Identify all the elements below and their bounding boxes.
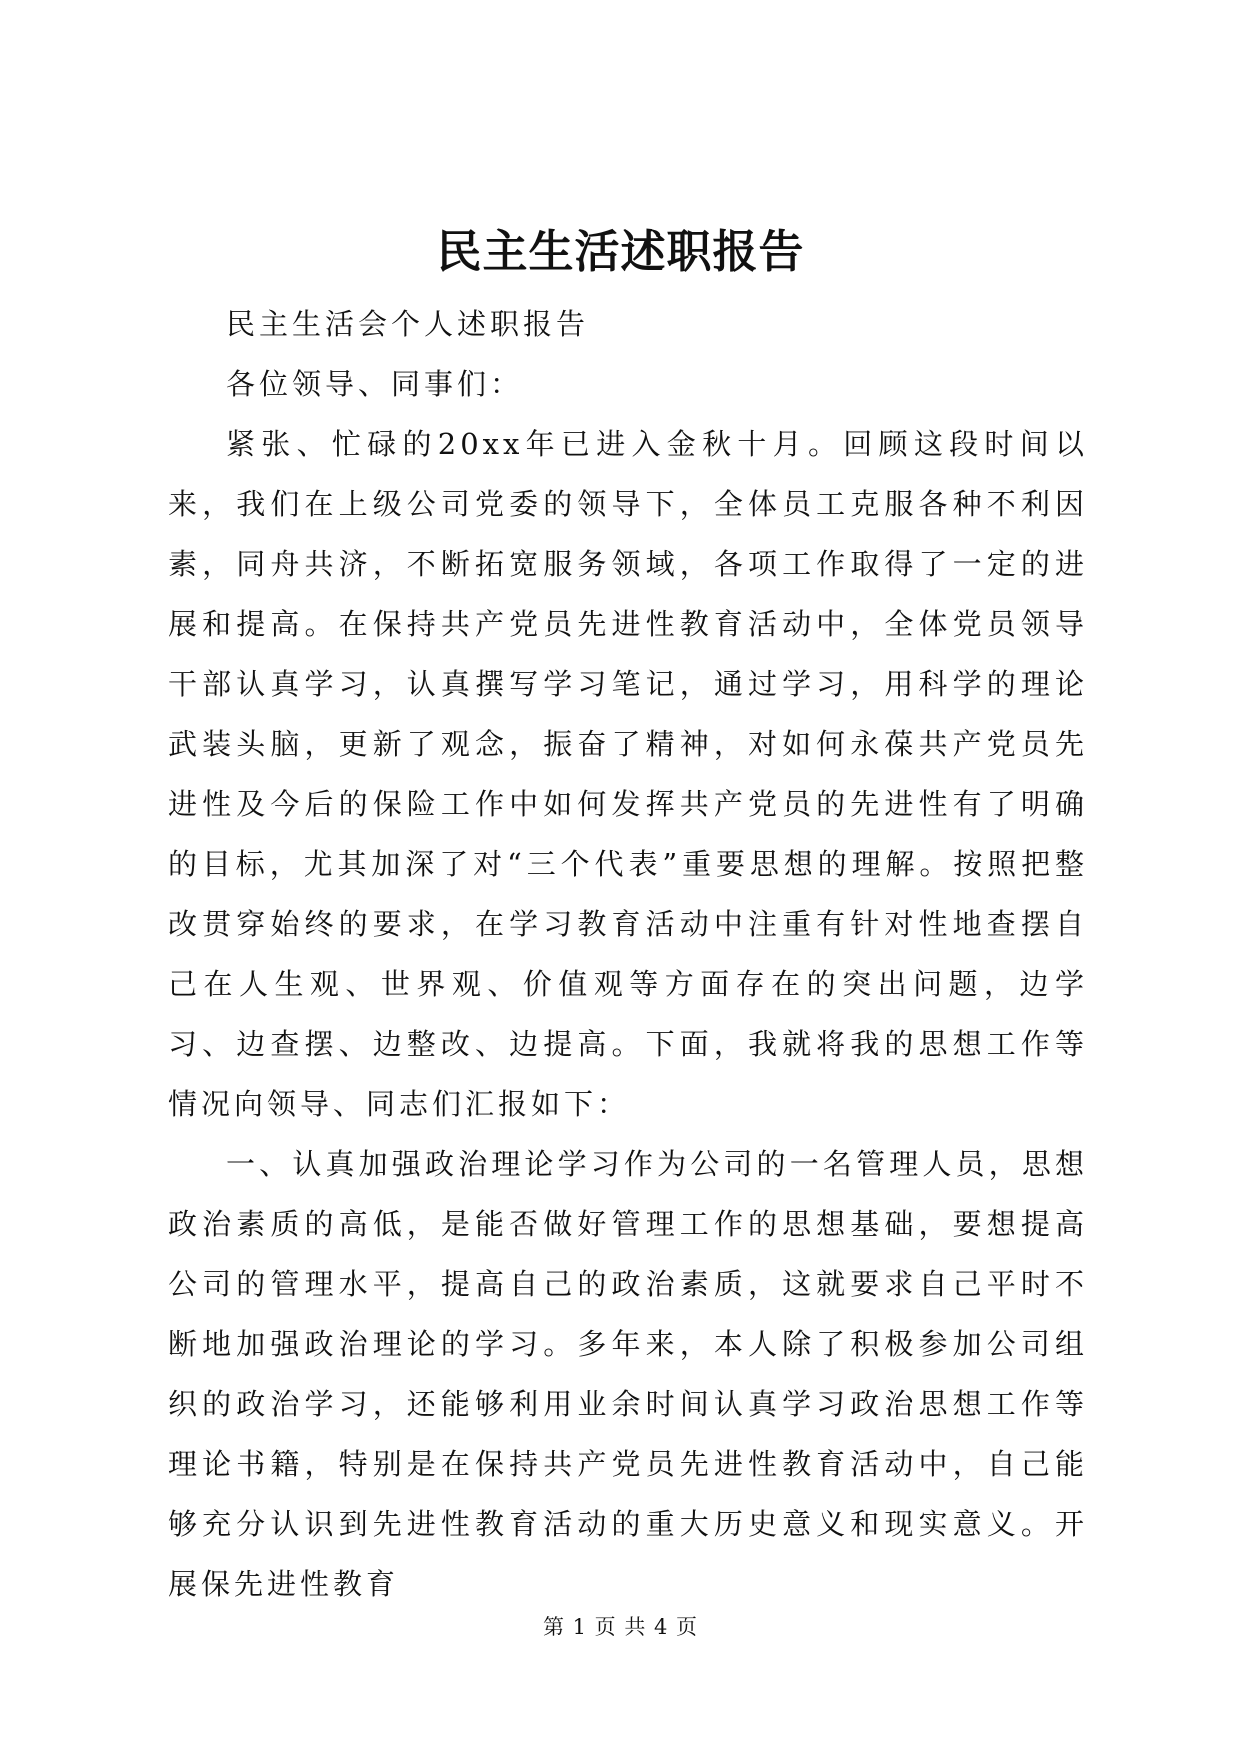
document-title: 民主生活述职报告 xyxy=(436,225,805,278)
paragraph-salutation: 各位领导、同事们： xyxy=(226,367,524,401)
paragraph-section-1: 一、认真加强政治理论学习作为公司的一名管理人员，思想政治素质的高低，是能否做好管理工作的思想基础，要想提高公司的管理水平，提高自己的政治素质，这就要求自己平时不断地加强政治理论的学习。多年来，本人除了积极参加公司组织的政治学习，还能够利用业余时间认真学习政治思想工作等理论书籍，特别是在保持共产党员先进性教育活动中，自己能够充分认识到先进性教育活动的重大历史意义和现实意义。开展保先进性教育 xyxy=(168,1147,1088,1601)
paragraph-intro: 紧张、忙碌的20xx年已进入金秋十月。回顾这段时间以来，我们在上级公司党委的领导下，全体员工克服各种不利因素，同舟共济，不断拓宽服务领域，各项工作取得了一定的进展和提高。在保持共产党员先进性教育活动中，全体党员领导干部认真学习，认真撰写学习笔记，通过学习，用科学的理论武装头脑，更新了观念，振奋了精神，对如何永葆共产党员先进性及今后的保险工作中如何发挥共产党员的先进性有了明确的目标，尤其加深了对“三个代表”重要思想的理解。按照把整改贯穿始终的要求，在学习教育活动中注重有针对性地查摆自己在人生观、世界观、价值观等方面存在的突出问题，边学习、边查摆、边整改、边提高。下面，我就将我的思想工作等情况向领导、同志们汇报如下： xyxy=(168,427,1088,1121)
document-body xyxy=(168,294,1088,1614)
paragraph-subtitle: 民主生活会个人述职报告 xyxy=(226,307,590,341)
page-number-footer: 第 1 页 共 4 页 xyxy=(542,1615,699,1639)
